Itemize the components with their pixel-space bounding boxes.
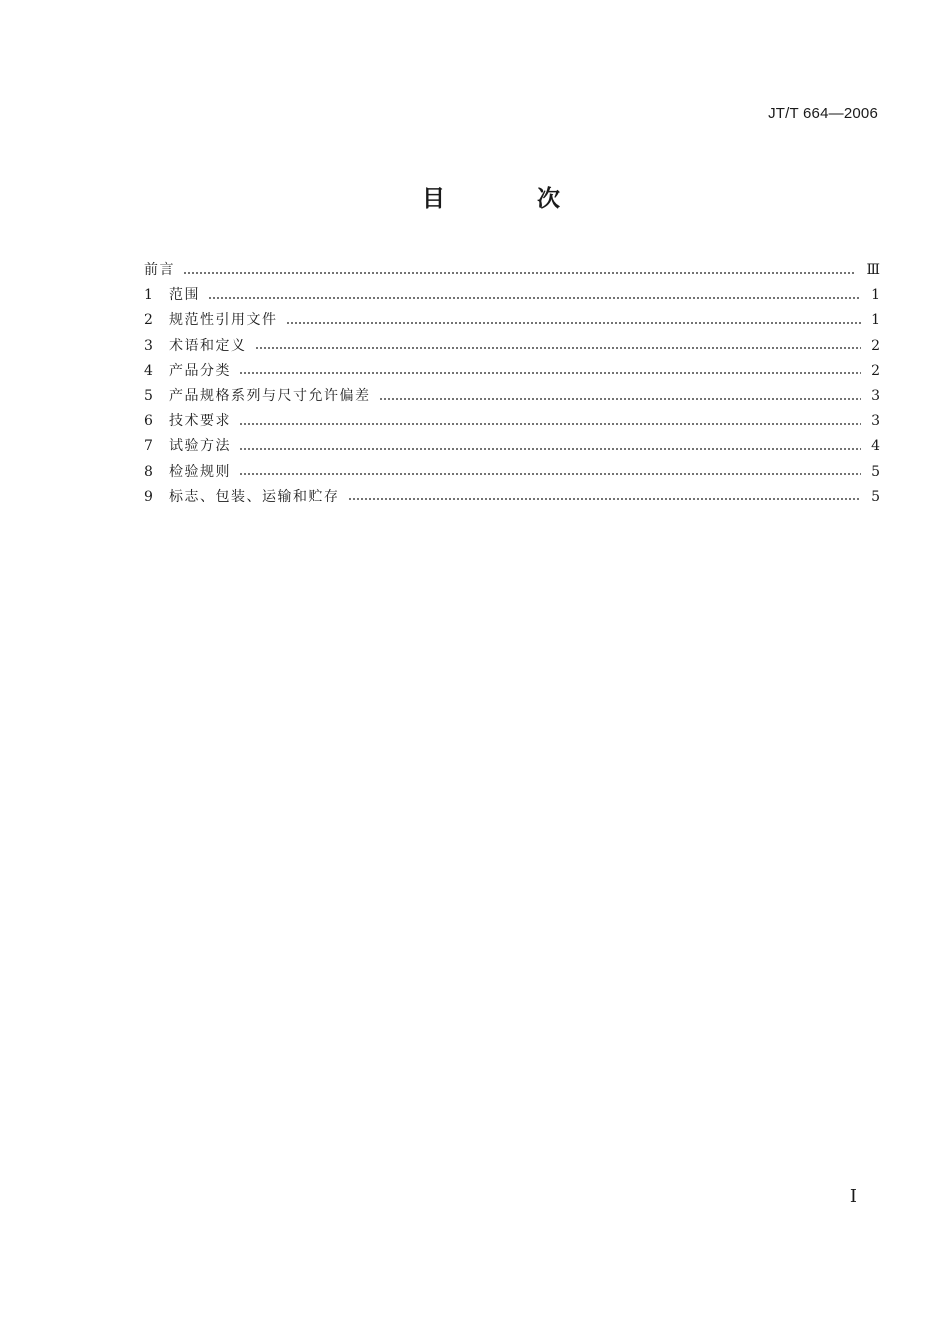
toc-entry-number: 5 — [144, 387, 153, 404]
toc-entry-title: 术语和定义 — [169, 337, 247, 354]
toc-entry-page: 5 — [871, 463, 880, 480]
toc-leader-dots — [379, 398, 862, 400]
toc-entry-number: 4 — [144, 362, 153, 379]
toc-entry-number: 1 — [144, 287, 153, 304]
toc-leader-dots — [239, 423, 861, 425]
toc-entry-page: 3 — [871, 387, 880, 404]
toc-entry-page: 2 — [871, 337, 880, 354]
toc-entry-specifications-tolerances[interactable] — [144, 384, 880, 409]
toc-entry-number: 9 — [144, 488, 153, 505]
toc-entry-page: 5 — [871, 488, 880, 505]
toc-entry-inspection-rules[interactable] — [144, 460, 880, 485]
toc-leader-dots — [239, 448, 861, 450]
toc-entry-technical-requirements[interactable] — [144, 409, 880, 434]
toc-entry-marking-packaging[interactable] — [144, 485, 880, 510]
toc-entry-foreword[interactable] — [144, 258, 880, 283]
toc-leader-dots — [183, 272, 856, 274]
toc-entry-title: 范围 — [169, 287, 200, 304]
toc-leader-dots — [239, 372, 861, 374]
toc-title: 目 次 — [421, 186, 602, 212]
toc-entry-number: 8 — [144, 463, 153, 480]
toc-leader-dots — [348, 498, 862, 500]
toc-entry-number: 7 — [144, 438, 153, 455]
toc-entry-page: 3 — [871, 413, 880, 430]
toc-leader-dots — [208, 297, 861, 299]
toc-entry-page: 2 — [871, 362, 880, 379]
toc-entry-title: 标志、包装、运输和贮存 — [169, 488, 340, 505]
toc-entry-page: 1 — [871, 312, 880, 329]
toc-entry-test-methods[interactable] — [144, 434, 880, 459]
toc-entry-number: 2 — [144, 312, 153, 329]
toc-entry-number: 3 — [144, 337, 153, 354]
toc-leader-dots — [239, 473, 861, 475]
toc-entry-title: 前言 — [144, 262, 175, 278]
toc-list — [144, 258, 880, 510]
toc-entry-title: 规范性引用文件 — [169, 312, 278, 329]
toc-entry-page: Ⅲ — [866, 262, 880, 278]
toc-leader-dots — [255, 347, 862, 349]
toc-entry-scope[interactable] — [144, 283, 880, 308]
toc-entry-title: 试验方法 — [169, 438, 231, 455]
toc-entry-page: 4 — [871, 438, 880, 455]
toc-entry-page: 1 — [871, 287, 880, 304]
toc-entry-product-classification[interactable] — [144, 359, 880, 384]
toc-entry-title: 产品分类 — [169, 362, 231, 379]
toc-entry-title: 产品规格系列与尺寸允许偏差 — [169, 387, 371, 404]
standard-code: JT/T 664—2006 — [768, 105, 878, 122]
toc-entry-terms-definitions[interactable] — [144, 334, 880, 359]
toc-entry-title: 检验规则 — [169, 463, 231, 480]
toc-leader-dots — [286, 322, 862, 324]
page-number: Ⅰ — [849, 1186, 857, 1207]
toc-entry-normative-references[interactable] — [144, 308, 880, 333]
toc-entry-number: 6 — [144, 413, 153, 430]
toc-entry-title: 技术要求 — [169, 413, 231, 430]
